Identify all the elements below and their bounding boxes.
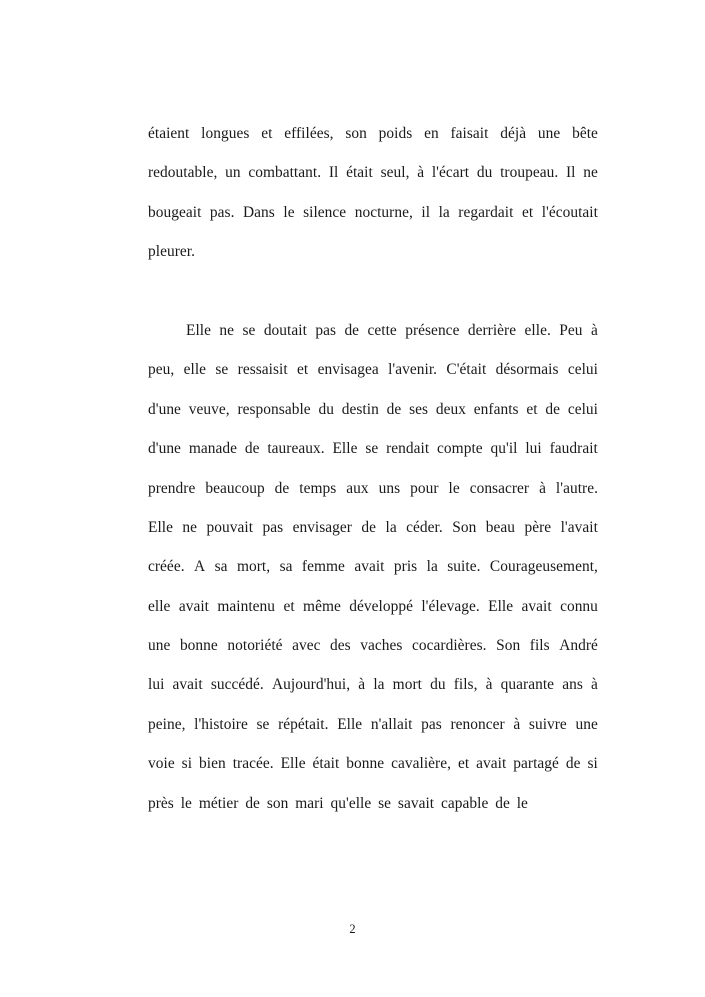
word: combattant. (248, 164, 322, 182)
text-line (148, 153, 598, 192)
word: notoriété (227, 637, 283, 655)
word: métier (198, 794, 239, 812)
word: et (457, 755, 470, 773)
text-line (148, 705, 598, 744)
word: temps (299, 479, 337, 497)
word: Elle (332, 440, 358, 458)
word: de (386, 400, 402, 418)
word: l'écart (431, 164, 470, 182)
word: connu (560, 597, 598, 615)
word: consacrer (469, 479, 530, 497)
word: avec (292, 637, 321, 655)
word: taureaux. (267, 440, 325, 458)
word: répétait. (278, 715, 329, 733)
word: faisait (450, 125, 489, 142)
word: en (424, 125, 439, 142)
text-line (148, 508, 598, 547)
word: poids (378, 125, 413, 142)
word: près (148, 794, 174, 812)
word: bonne (179, 637, 218, 655)
word: pour (410, 479, 439, 497)
word: se (215, 361, 229, 379)
word: se (256, 715, 270, 733)
word: céder. (406, 518, 443, 536)
word: faudrait (549, 440, 598, 458)
word: Il (565, 164, 576, 182)
word: redoutable, (148, 164, 218, 182)
word: du (430, 676, 446, 694)
word: ans (562, 676, 583, 694)
word: le (283, 203, 295, 221)
word: tracée. (232, 755, 274, 773)
word: l'autre. (555, 479, 598, 497)
word: Elle (280, 755, 306, 773)
word: peine, (148, 715, 186, 733)
word: l'avait (560, 518, 598, 536)
text-line (148, 390, 598, 429)
text-line: pleurer. (148, 243, 195, 261)
word: C'était (446, 361, 487, 379)
text-line (148, 547, 598, 586)
word: pris (393, 558, 418, 576)
word: d'une (148, 440, 181, 458)
word: à (590, 321, 598, 339)
paragraph (148, 114, 598, 272)
word: cocardières. (412, 637, 487, 655)
word: bougeait (148, 203, 202, 221)
word: était (346, 164, 373, 182)
word: suivre (528, 715, 567, 733)
word: de (545, 400, 561, 418)
word: celui (567, 361, 598, 379)
word: vaches (360, 637, 403, 655)
word: ses (409, 400, 429, 418)
word: peu, (148, 361, 175, 379)
word: cavalière, (391, 755, 451, 773)
word: Dans (243, 203, 275, 221)
word: il (421, 203, 431, 221)
word: avait (172, 676, 203, 694)
text-line (148, 744, 598, 783)
word: à (485, 676, 493, 694)
word: mort (392, 676, 422, 694)
word: André (559, 637, 598, 655)
word: cette (367, 321, 397, 339)
word: d'une (148, 400, 181, 418)
word: regardait (458, 203, 514, 221)
word: son (345, 125, 367, 142)
word: fils (529, 637, 550, 655)
word: bonne (346, 755, 385, 773)
word: de (495, 794, 510, 812)
word: troupeau. (500, 164, 559, 182)
word: savait (397, 794, 435, 812)
word: A (194, 558, 206, 576)
word: père (524, 518, 552, 536)
word: uns (378, 479, 401, 497)
word: Il (328, 164, 339, 182)
word: succédé. (210, 676, 264, 694)
word: avait (521, 597, 552, 615)
word: du (476, 164, 493, 182)
word: l'écoutait (541, 203, 598, 221)
word: Courageusement, (489, 558, 598, 576)
word: à (539, 479, 546, 497)
word: de (344, 321, 360, 339)
word: et (283, 597, 295, 615)
word: de (244, 440, 260, 458)
word: manade (188, 440, 237, 458)
word: celui (567, 400, 598, 418)
text-line (148, 193, 598, 232)
word: avait (476, 755, 507, 773)
word: envisager (292, 518, 352, 536)
word: bête (572, 125, 598, 142)
word: derrière (467, 321, 517, 339)
word: et (297, 361, 309, 379)
word: enfants (473, 400, 519, 418)
word: avait (354, 558, 385, 576)
word: désormais (495, 361, 559, 379)
word: voie (148, 755, 175, 773)
word: femme (301, 558, 345, 576)
word: présence (405, 321, 460, 339)
word: veuve, (188, 400, 230, 418)
word: Elle (186, 321, 211, 339)
word: se (378, 794, 392, 812)
word: ne (583, 164, 598, 182)
word: la (373, 676, 385, 694)
word: étaient (148, 125, 190, 142)
word: deux (435, 400, 466, 418)
word: qu'elle (330, 794, 372, 812)
word: le (448, 479, 460, 497)
word: le (516, 794, 528, 812)
word: quarante (500, 676, 555, 694)
word: la (426, 558, 438, 576)
word: avait (178, 597, 209, 615)
word: qu'il (490, 440, 518, 458)
word: de (565, 755, 581, 773)
word: du (318, 400, 334, 418)
word: le (180, 794, 192, 812)
word: nocturne, (354, 203, 413, 221)
word: Peu (559, 321, 583, 339)
text-line (148, 626, 598, 665)
word: suite. (447, 558, 481, 576)
word: de (274, 479, 290, 497)
word: Son (496, 637, 521, 655)
word: une (148, 637, 171, 655)
word: Elle (148, 518, 173, 536)
word: longues (201, 125, 250, 142)
word: seul, (380, 164, 410, 182)
word: elle (183, 361, 207, 379)
word: doutait (263, 321, 307, 339)
word: beaucoup (205, 479, 265, 497)
word: une (537, 125, 561, 142)
word: sa (214, 558, 228, 576)
word: la (385, 518, 397, 536)
word: et (526, 400, 538, 418)
word: elle. (524, 321, 551, 339)
word: mort, (236, 558, 271, 576)
word: déjà (500, 125, 527, 142)
word: mari (295, 794, 324, 812)
word: était (312, 755, 340, 773)
word: créée. (148, 558, 185, 576)
word: rendait (386, 440, 430, 458)
word: à (591, 676, 598, 694)
word: aux (346, 479, 369, 497)
word: même (303, 597, 341, 615)
word: bien (199, 755, 226, 773)
word: pouvait (206, 518, 254, 536)
word: se (365, 440, 379, 458)
word: maintenu (217, 597, 276, 615)
word: elle (148, 597, 171, 615)
word: à (358, 676, 366, 694)
word: la (438, 203, 450, 221)
word: envisagea (317, 361, 379, 379)
word: et (261, 125, 273, 142)
word: pas. (209, 203, 235, 221)
text-line (148, 350, 598, 389)
word: Son (452, 518, 477, 536)
word: lui (148, 676, 165, 694)
word: une (575, 715, 598, 733)
word: n'allait (370, 715, 413, 733)
word: silence (303, 203, 347, 221)
word: de (245, 794, 260, 812)
word: prendre (148, 479, 196, 497)
word: et (521, 203, 534, 221)
word: beau (485, 518, 516, 536)
word: ressaisit (237, 361, 288, 379)
word: si (181, 755, 193, 773)
word: Elle (337, 715, 363, 733)
text-line (148, 665, 598, 704)
word: à (513, 715, 521, 733)
word: à (417, 164, 425, 182)
word: l'avenir. (388, 361, 438, 379)
page-number: 2 (349, 922, 356, 936)
word: responsable (237, 400, 311, 418)
word: un (225, 164, 241, 182)
word: son (266, 794, 289, 812)
word: partagé (513, 755, 559, 773)
text-line (148, 311, 598, 350)
word: l'élevage. (421, 597, 480, 615)
word: si (587, 755, 598, 773)
text-line (148, 429, 598, 468)
word: compte (437, 440, 483, 458)
word: sa (279, 558, 293, 576)
word: de (361, 518, 377, 536)
paragraph (148, 311, 598, 823)
word: Aujourd'hui, (271, 676, 351, 694)
word: l'histoire (194, 715, 248, 733)
word: capable (441, 794, 489, 812)
word: renoncer (450, 715, 505, 733)
word: développé (349, 597, 413, 615)
word: ne (219, 321, 235, 339)
text-line (148, 469, 598, 508)
text-line (148, 114, 598, 153)
word: ne (182, 518, 198, 536)
word: Elle (488, 597, 514, 615)
word: lui (525, 440, 542, 458)
word: effilées, (284, 125, 334, 142)
word: pas (421, 715, 442, 733)
word: pas (315, 321, 337, 339)
word: fils, (453, 676, 478, 694)
word: pas (262, 518, 284, 536)
word: destin (341, 400, 379, 418)
text-line (148, 587, 598, 626)
text-line (148, 784, 528, 823)
word: des (330, 637, 351, 655)
body-text-column (148, 114, 598, 823)
word: se (242, 321, 256, 339)
